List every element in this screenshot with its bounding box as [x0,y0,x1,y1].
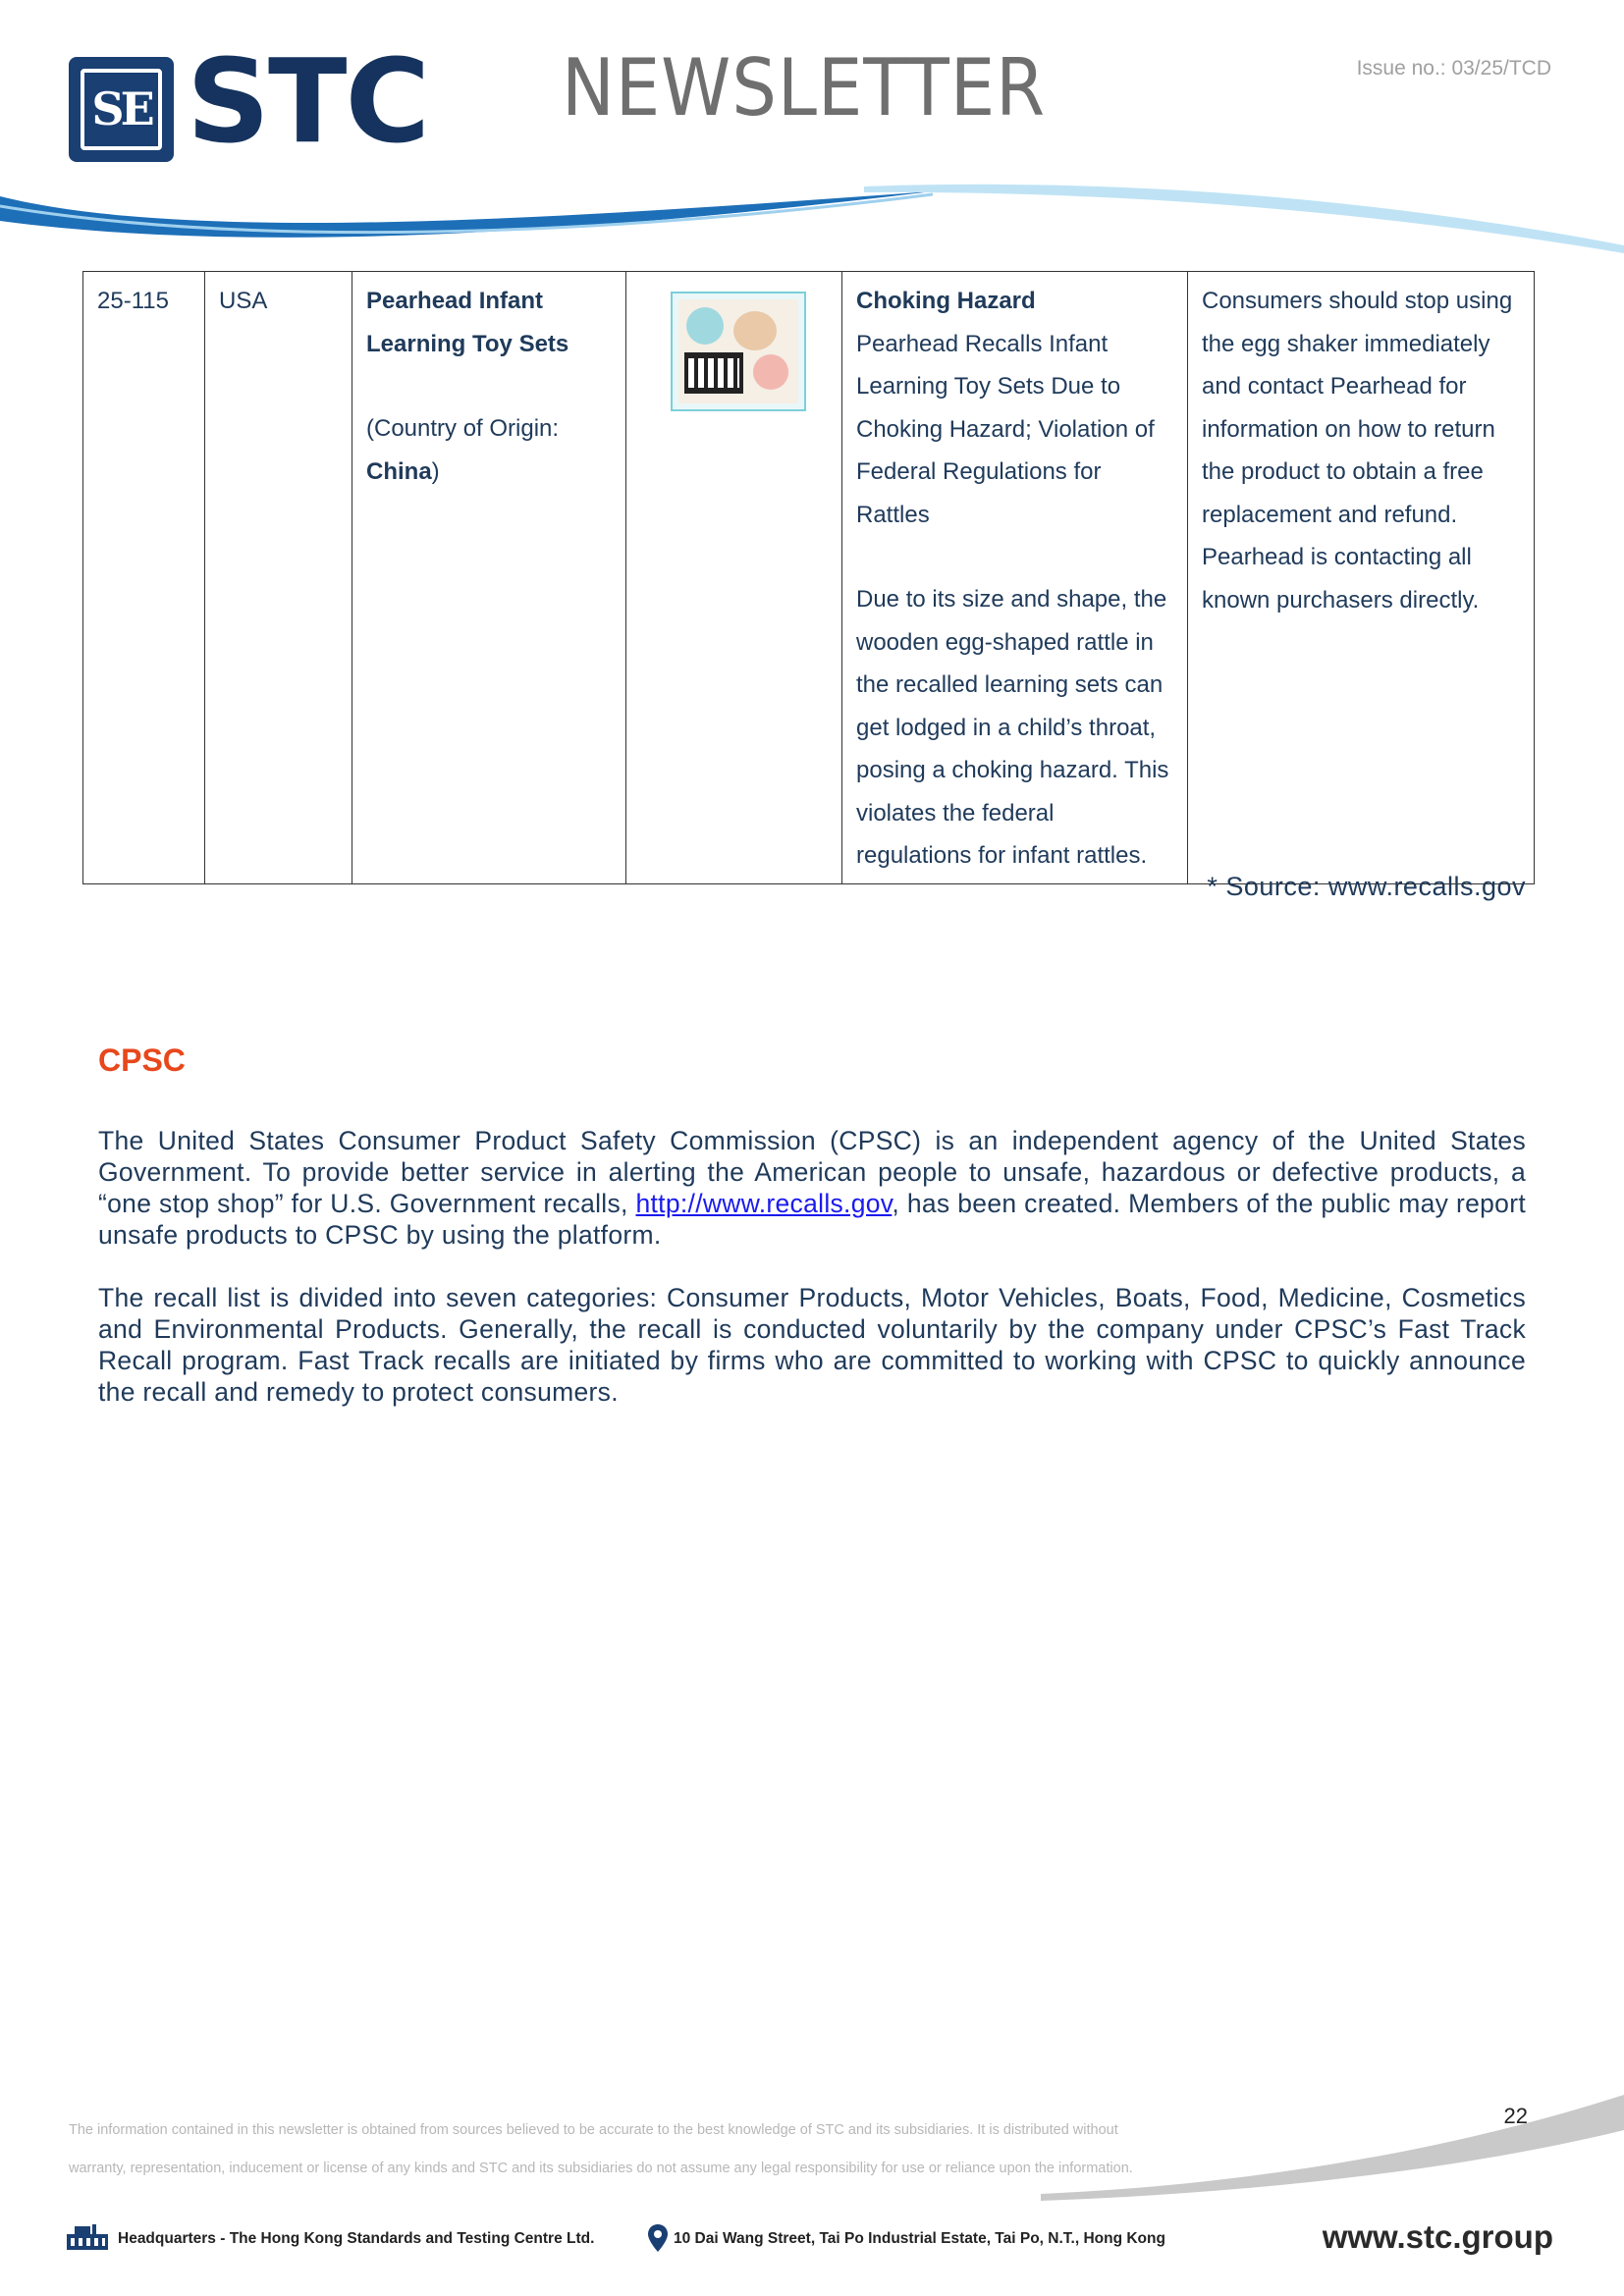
remedy-cell [1188,272,1535,884]
website-link[interactable]: www.stc.group [1322,2218,1553,2255]
source-note: * Source: www.recalls.gov [1207,872,1526,901]
product-image [671,292,806,411]
disclaimer-line-1: The information contained in this newsletter is obtained from sources believed to be accurate to the best knowledge of STC and its subsidiaries. It is distributed without [69,2122,1118,2138]
issue-number: Issue no.: 03/25/TCD [1356,57,1551,80]
country-of-origin: (Country of Origin: China) [366,415,560,485]
cpsc-paragraph-1: The United States Consumer Product Safety Commission (CPSC) is an independent agency of the United States Government. To provide better service in alerting the American people to unsafe, hazardous or defective products, a “one stop shop” for U.S. Government recalls, http://www.recalls.gov, has been created. Members of the public may report unsafe products to CPSC by using the platform. [98,1126,1526,1250]
recall-number-cell [83,272,205,884]
hazard-title: Choking Hazard [856,288,1036,314]
cpsc-paragraph-2: The recall list is divided into seven categories: Consumer Products, Motor Vehicles, Boats, Food, Medicine, Cosmetics and Environmental Products. Generally, the recall is conducted voluntarily by the company under CPSC’s Fast Track Recall program. Fast Track recalls are initiated by firms who are committed to working with CPSC to quickly announce the recall and remedy to protect consumers. [98,1283,1526,1407]
table-row [83,272,1535,884]
recalls-gov-link[interactable]: http://www.recalls.gov [635,1189,893,1218]
recall-table [82,271,1535,884]
origin-country: China [366,457,432,485]
country-cell [205,272,352,884]
cpsc-heading: CPSC [98,1042,186,1078]
headquarters-text: Headquarters - The Hong Kong Standards and Testing Centre Ltd. [118,2230,595,2247]
location-pin-icon [648,2224,668,2252]
address-text: 10 Dai Wang Street, Tai Po Industrial Estate, Tai Po, N.T., Hong Kong [674,2230,1165,2247]
country: USA [219,288,268,314]
page-number: 22 [1503,2104,1528,2128]
product-image-cell [626,272,842,884]
product-name: Pearhead Infant Learning Toy Sets [366,288,569,357]
recall-number: 25-115 [97,288,169,314]
hazard-cell [842,272,1188,884]
product-cell [352,272,626,884]
footer-swoosh-decoration [1041,2091,1624,2209]
stc-logo-mark [69,57,174,162]
building-icon [65,2222,110,2252]
hazard-summary: Pearhead Recalls Infant Learning Toy Sets Due to Choking Hazard; Violation of Federal Regulations for Rattles [856,330,1155,528]
remedy-text: Consumers should stop using the egg shaker immediately and contact Pearhead for information on how to return the product to obtain a free replacement and refund. Pearhead is contacting all known purchasers directly. [1202,288,1513,614]
newsletter-title: NEWSLETTER [562,42,1047,133]
logo-glyph: SE [91,82,151,135]
hazard-detail: Due to its size and shape, the wooden egg-shaped rattle in the recalled learning sets can get lodged in a child’s throat, posing a choking hazard. This violates the federal regulations for infant rattles. [856,586,1169,869]
disclaimer-line-2: warranty, representation, inducement or license of any kinds and STC and its subsidiaries do not assume any legal responsibility for use or reliance upon the information. [69,2161,1133,2176]
stc-logo-text: STC [187,33,429,169]
header-swoosh-decoration [0,177,1624,265]
